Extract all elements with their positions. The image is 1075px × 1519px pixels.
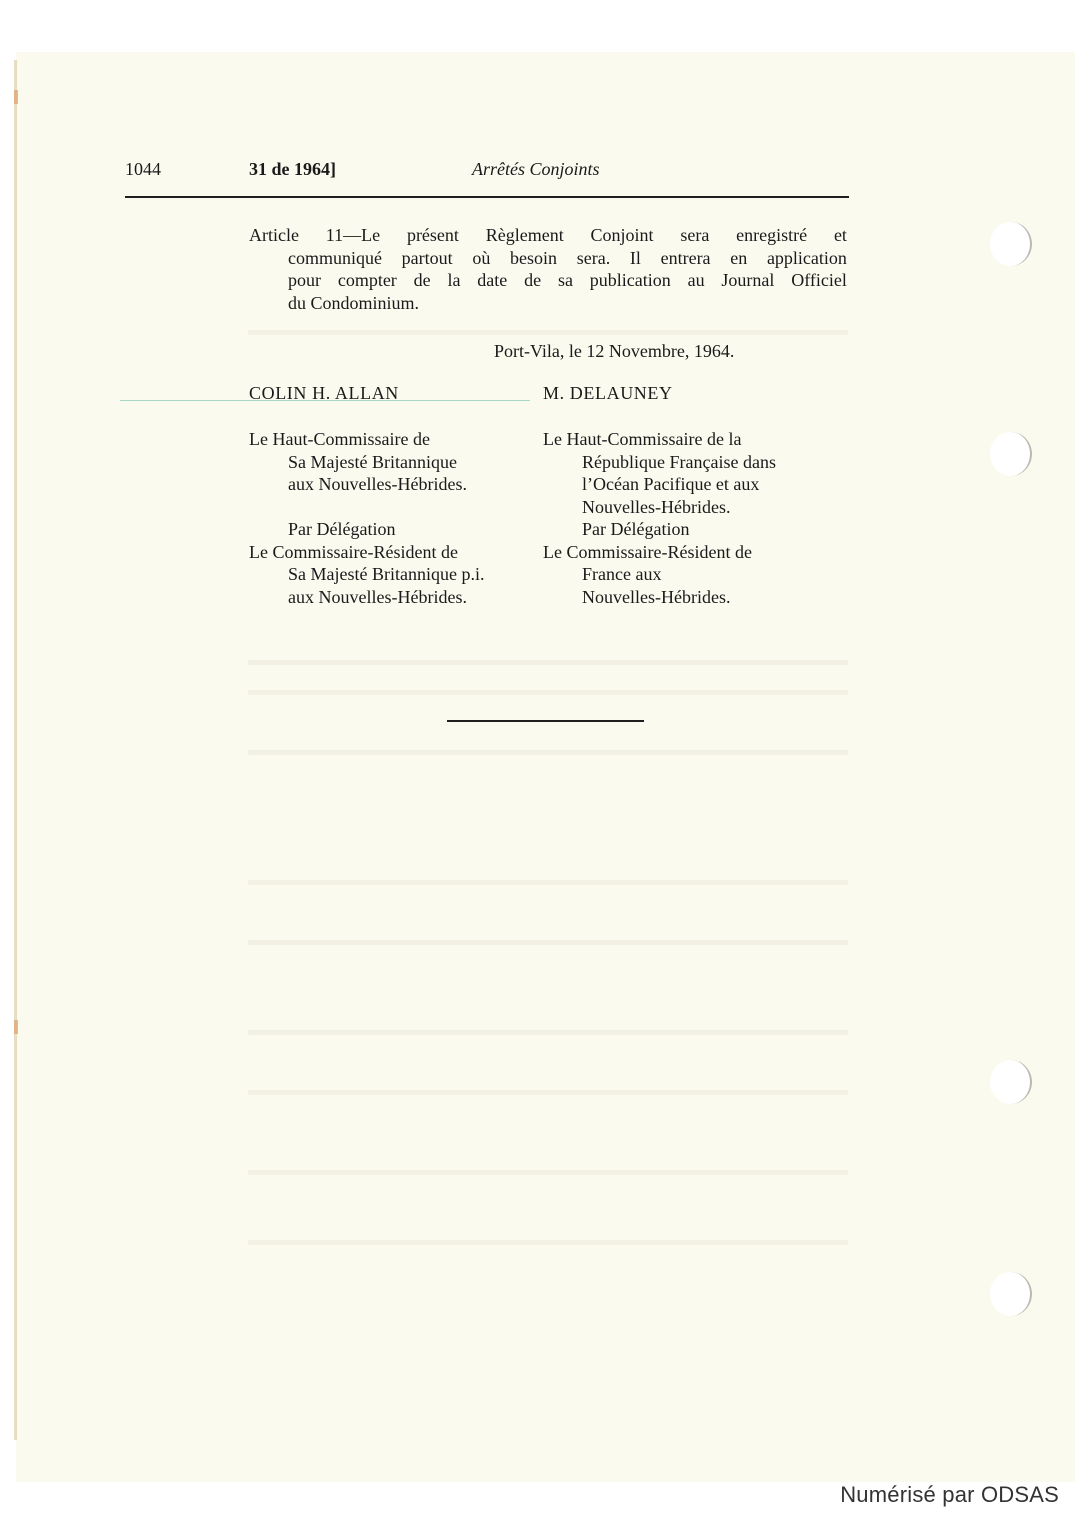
punch-hole bbox=[990, 432, 1032, 476]
bleed-through bbox=[248, 880, 848, 885]
punch-hole bbox=[990, 1272, 1032, 1316]
page-number: 1044 bbox=[125, 159, 161, 179]
place-date: Port-Vila, le 12 Novembre, 1964. bbox=[494, 341, 735, 361]
bleed-through bbox=[248, 690, 848, 695]
edge-mark bbox=[14, 90, 18, 104]
edge-mark bbox=[14, 1020, 18, 1034]
page-binding-edge bbox=[14, 60, 17, 1440]
digitization-watermark: Numérisé par ODSAS bbox=[840, 1482, 1059, 1507]
bleed-through bbox=[248, 940, 848, 945]
bleed-through bbox=[248, 1170, 848, 1175]
punch-hole bbox=[990, 1060, 1032, 1104]
article-line: communiqué partout où besoin sera. Il entrera en application bbox=[288, 247, 847, 268]
bleed-through bbox=[248, 1090, 848, 1095]
signatory-title-left: Le Haut-Commissaire de Sa Majesté Britannique aux Nouvelles-Hébrides. bbox=[249, 429, 467, 494]
article-line: Article 11—Le présent Règlement Conjoint sera enregistré et bbox=[249, 225, 847, 245]
end-separator-rule bbox=[447, 720, 644, 722]
signatory-resident-left: Par Délégation Le Commissaire-Résident de Sa Majesté Britannique p.i. aux Nouvelles-Hébrides. bbox=[249, 519, 485, 607]
bleed-through bbox=[248, 1030, 848, 1035]
header-rule bbox=[125, 196, 849, 198]
signatory-name-right: M. DELAUNEY bbox=[543, 383, 673, 403]
running-title: Arrêtés Conjoints bbox=[472, 159, 600, 179]
bleed-through bbox=[248, 660, 848, 665]
signatory-title-right: Le Haut-Commissaire de la République Française dans l’Océan Pacifique et aux Nouvelles-Hébrides. Par Délégation Le Commissaire-Résident de France aux Nouvelles-Hébrides. bbox=[543, 429, 776, 607]
article-11 bbox=[249, 224, 847, 314]
article-line: du Condominium. bbox=[288, 292, 420, 313]
bleed-through bbox=[248, 750, 848, 755]
bleed-through bbox=[248, 1240, 848, 1245]
article-line: pour compter de la date de sa publication au Journal Officiel bbox=[288, 270, 847, 290]
act-reference: 31 de 1964] bbox=[249, 159, 336, 179]
signatory-name-left: COLIN H. ALLAN bbox=[249, 383, 399, 403]
punch-hole bbox=[990, 222, 1032, 266]
bleed-through bbox=[248, 330, 848, 335]
